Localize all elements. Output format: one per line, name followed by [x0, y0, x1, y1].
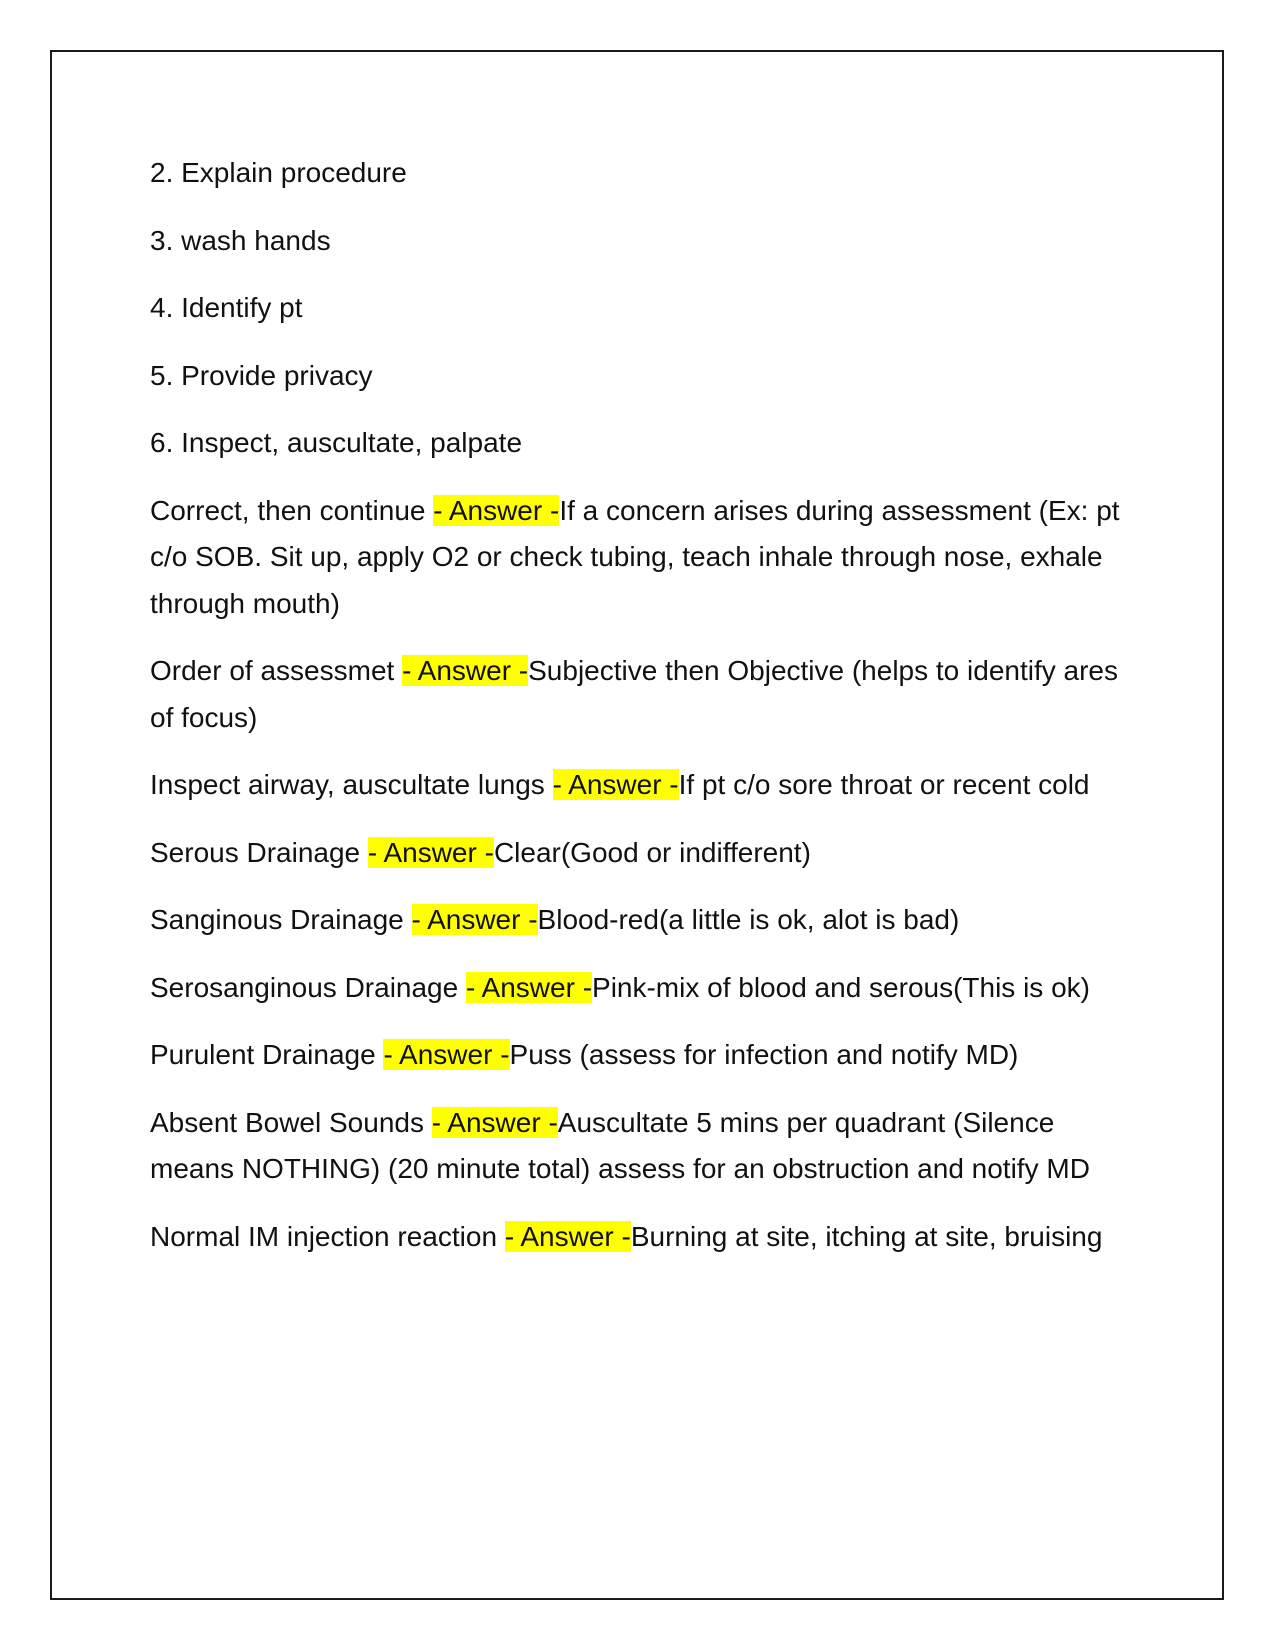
card-term: Inspect airway, auscultate lungs: [150, 769, 553, 800]
answer-marker: - Answer -: [383, 1039, 510, 1070]
card-term: Normal IM injection reaction: [150, 1220, 505, 1252]
answer-marker: - Answer -: [411, 904, 538, 935]
flashcard: [150, 762, 1140, 809]
document-content: [150, 150, 1140, 1281]
step-item: 3. wash hands: [150, 224, 331, 256]
card-answer: Pink-mix of blood and serous(This is ok): [592, 971, 1090, 1003]
card-term: Purulent Drainage: [150, 1039, 384, 1070]
card-term: Correct, then continue: [150, 494, 434, 526]
card-answer: Blood-red(a little is ok, alot is bad): [537, 904, 960, 935]
card-answer: Clear(Good or indifferent): [493, 836, 811, 868]
flashcard: [150, 965, 1140, 1012]
card-answer: Burning at site, itching at site, bruising: [630, 1220, 1103, 1252]
answer-marker: - Answer -: [367, 836, 494, 868]
card-answer: If a concern arises during assessment (Ex: pt c/o SOB. Sit up, apply O2 or check tubing, teach inhale through nose, exhale through mouth): [150, 494, 1120, 619]
flashcard: [150, 830, 1140, 877]
flashcard: [150, 1032, 1140, 1079]
flashcard: [150, 897, 1140, 944]
answer-marker: - Answer -: [552, 769, 679, 800]
answer-marker: - Answer -: [465, 971, 593, 1003]
step-item: 6. Inspect, auscultate, palpate: [150, 427, 523, 458]
card-term: Absent Bowel Sounds: [150, 1106, 432, 1138]
card-term: Serous Drainage: [150, 836, 368, 868]
card-term: Order of assessmet: [150, 655, 403, 686]
card-answer: If pt c/o sore throat or recent cold: [678, 769, 1090, 800]
card-term: Serosanginous Drainage: [150, 971, 466, 1003]
card-answer: Puss (assess for infection and notify MD): [509, 1039, 1019, 1070]
card-answer: Subjective then Objective (helps to identify ares of focus): [150, 655, 1118, 733]
flashcard: [150, 1214, 1140, 1261]
step-item: 5. Provide privacy: [150, 359, 373, 391]
answer-marker: - Answer -: [431, 1106, 558, 1138]
card-answer: Auscultate 5 mins per quadrant (Silence means NOTHING) (20 minute total) assess for an obstruction and notify MD: [150, 1106, 1090, 1184]
answer-marker: - Answer -: [402, 655, 529, 686]
flashcard: [150, 488, 1140, 628]
step-item: 2. Explain procedure: [150, 157, 407, 188]
flashcard: [150, 1100, 1140, 1193]
answer-marker: - Answer -: [433, 494, 560, 526]
flashcard: [150, 648, 1140, 741]
answer-marker: - Answer -: [504, 1220, 631, 1252]
step-item: 4. Identify pt: [150, 292, 303, 323]
card-term: Sanginous Drainage: [150, 904, 412, 935]
